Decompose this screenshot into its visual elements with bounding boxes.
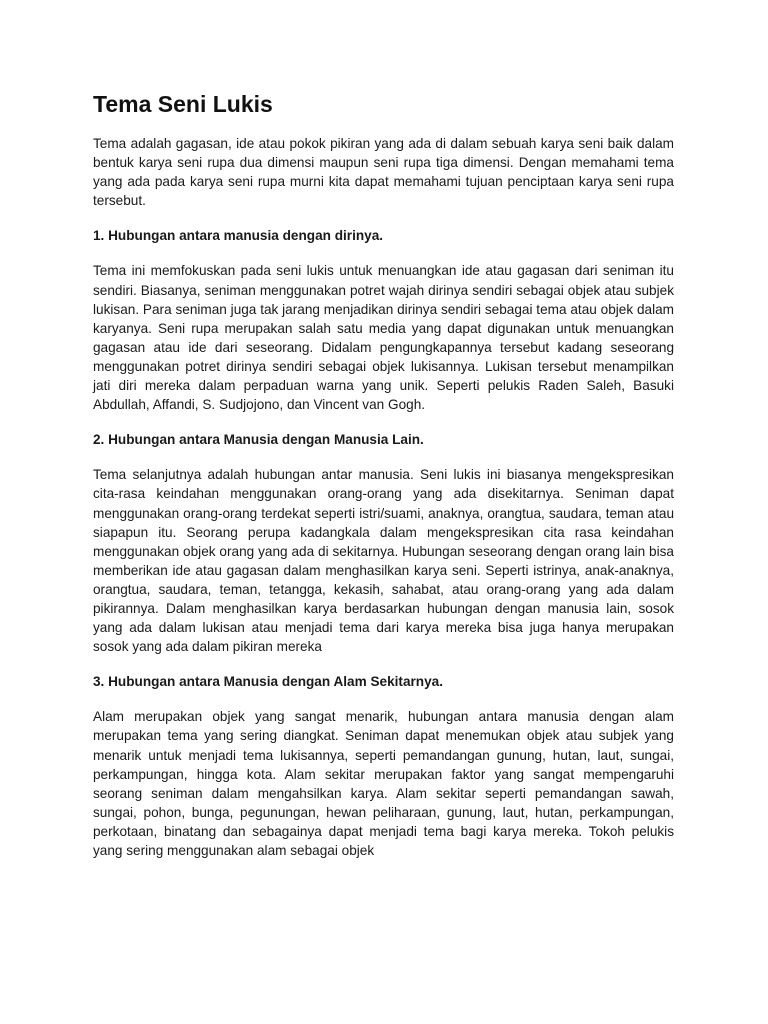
document-page: [93, 88, 674, 876]
page-title: Tema Seni Lukis: [93, 91, 273, 117]
section-heading-2: 2. Hubungan antara Manusia dengan Manusia Lain.: [93, 432, 424, 448]
section-heading-3: 3. Hubungan antara Manusia dengan Alam Sekitarnya.: [93, 674, 443, 690]
section-heading-1: 1. Hubungan antara manusia dengan dirinya.: [93, 228, 384, 244]
section-body-1: Tema ini memfokuskan pada seni lukis untuk menuangkan ide atau gagasan dari seniman itu sendiri. Biasanya, seniman menggunakan potret wajah dirinya sendiri sebagai objek atau subjek lukisan. Para seniman juga tak jarang menjadikan dirinya sendiri sebagai tema atau objek dalam karyanya. Seni rupa merupakan salah satu media yang dapat digunakan untuk menuangkan gagasan atau ide dari seseorang. Didalam pengungkapannya tersebut kadang seseorang menggunakan potret dirinya sendiri sebagai objek lukisannya. Lukisan tersebut menampilkan jati diri mereka dalam perpaduan warna yang unik. Seperti pelukis Raden Saleh, Basuki Abdullah, Affandi, S. Sudjojono, dan Vincent van Gogh.: [93, 263, 674, 413]
section-body-3: Alam merupakan objek yang sangat menarik, hubungan antara manusia dengan alam merupakan tema yang sering diangkat. Seniman dapat menemukan objek atau subjek yang menarik untuk menjadi tema lukisannya, seperti pemandangan gunung, hutan, laut, sungai, perkampungan, hingga kota. Alam sekitar merupakan faktor yang sangat mempengaruhi seorang seniman dalam mengahsilkan karya. Alam sekitar seperti pemandangan sawah, sungai, pohon, bunga, pegunungan, hewan peliharaan, gunung, laut, hutan, perkampungan, perkotaan, binatang dan sebagainya dapat menjadi tema bagi karya mereka. Tokoh pelukis yang sering menggunakan alam sebagai objek: [93, 709, 674, 858]
section-body-2: Tema selanjutnya adalah hubungan antar manusia. Seni lukis ini biasanya mengekspresikan cita-rasa keindahan menggunakan orang-orang yang ada disekitarnya. Seniman dapat menggunakan orang-orang terdekat seperti istri/suami, anaknya, orangtua, saudara, teman atau siapapun itu. Seorang perupa kadangkala dalam mengekspresikan cita rasa keindahan menggunakan objek orang yang ada di sekitarnya. Hubungan seseorang dengan orang lain bisa memberikan ide atau gagasan dalam menghasilkan karya seni. Seperti istrinya, anak-anaknya, orangtua, saudara, teman, tetangga, kekasih, sahabat, atau orang-orang yang ada dalam pikirannya. Dalam menghasilkan karya berdasarkan hubungan dengan manusia lain, sosok yang ada dalam lukisan atau menjadi tema dari karya mereka bisa juga hanya merupakan sosok yang ada dalam pikiran mereka: [93, 467, 674, 655]
intro-paragraph: Tema adalah gagasan, ide atau pokok pikiran yang ada di dalam sebuah karya seni baik dalam bentuk karya seni rupa dua dimensi maupun seni rupa tiga dimensi. Dengan memahami tema yang ada pada karya seni rupa murni kita dapat memahami tujuan penciptaan karya seni rupa tersebut.: [93, 136, 674, 209]
